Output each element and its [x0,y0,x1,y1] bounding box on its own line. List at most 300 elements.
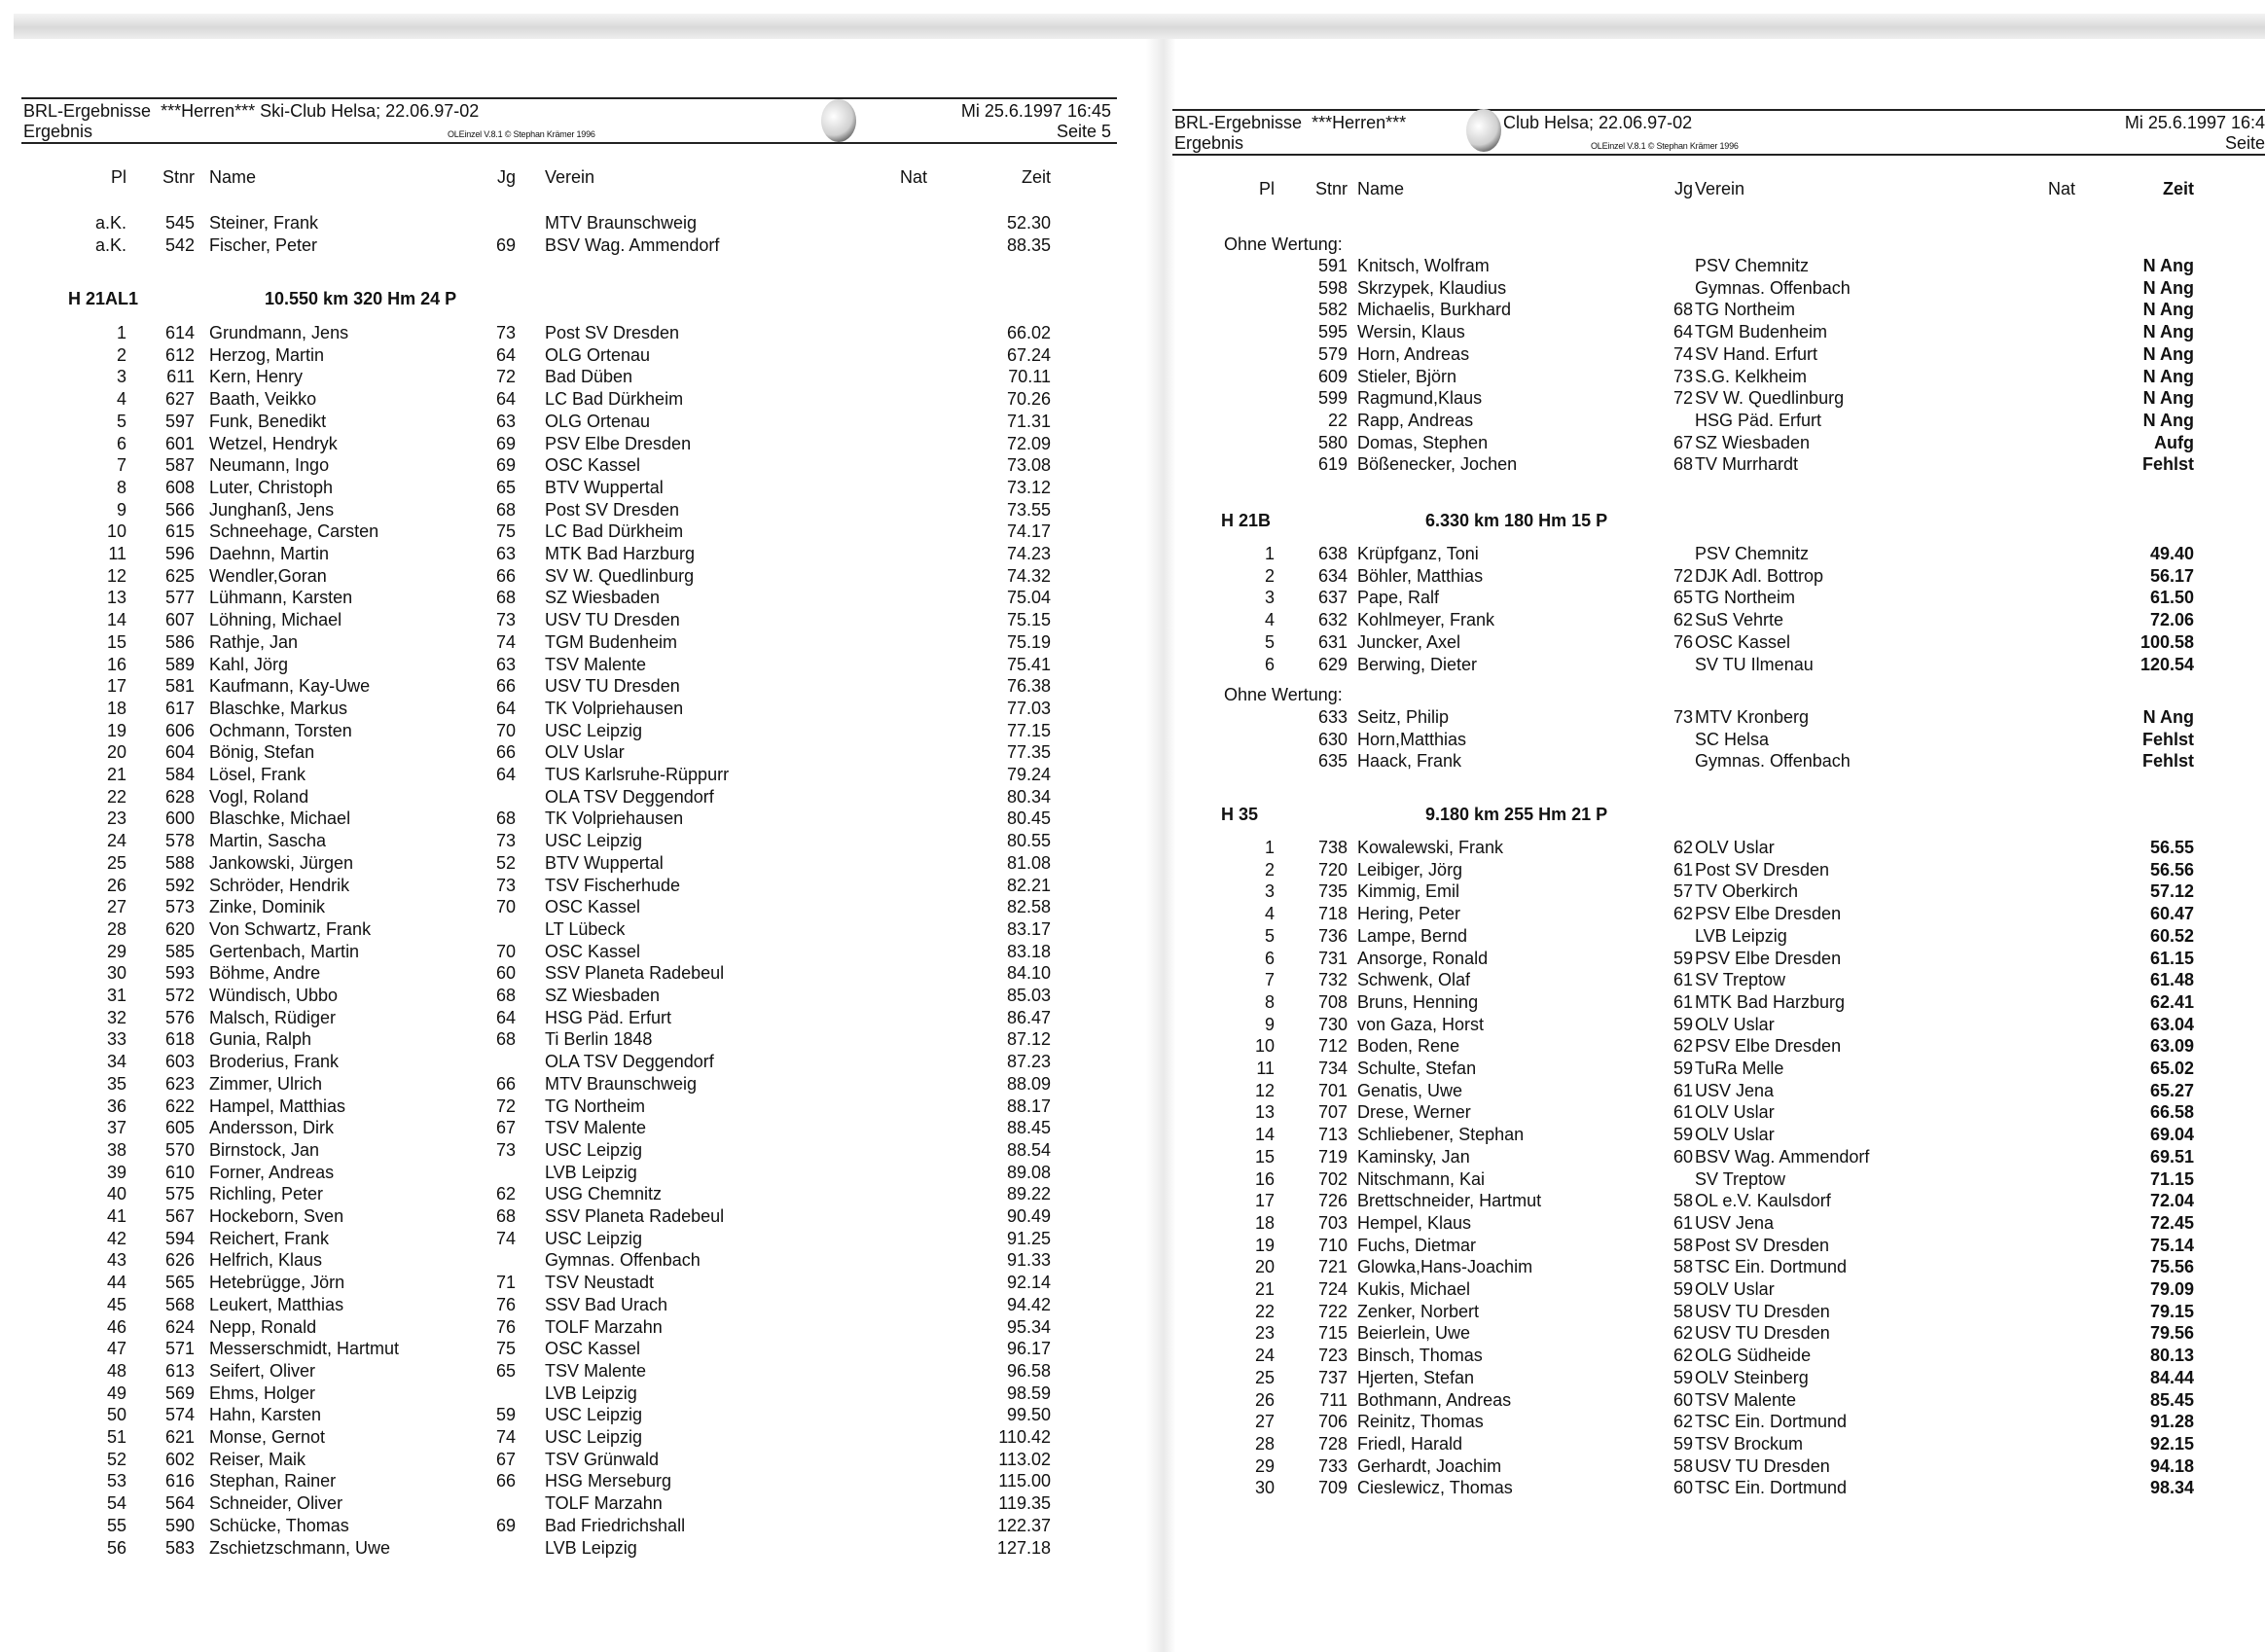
cell-verein: TG Northeim [1695,300,1796,320]
cell-jg: 76 [1672,631,1693,652]
cell-jg: 74 [1672,343,1693,364]
cell-jg: 75 [495,521,516,542]
cell-jg: 58 [1672,1191,1693,1211]
cell-verein: TV Murrhardt [1695,454,1799,475]
cell-stnr: 720 [1317,859,1348,880]
cell-verein: PSV Elbe Dresden [1695,948,1842,968]
cell-stnr: 618 [164,1029,195,1050]
cell-pl: 10 [1254,1036,1275,1057]
cell-zeit: 83.18 [1006,941,1051,961]
cell-verein: MTK Bad Harzburg [1695,991,1846,1012]
cell-zeit: 77.35 [1006,742,1051,763]
cell-verein: LVB Leipzig [545,1537,637,1558]
cell-zeit: 75.14 [2149,1235,2194,1255]
cell-stnr: 592 [164,875,195,895]
cell-stnr: 708 [1317,991,1348,1012]
cell-jg: 59 [1672,1433,1693,1454]
cell-verein: TV Oberkirch [1695,881,1799,902]
cell-verein: SV Treptow [1695,1168,1786,1189]
cell-pl: 29 [1254,1455,1275,1476]
cell-verein: MTV Braunschweig [545,213,698,233]
cell-name: Blaschke, Markus [209,698,348,718]
cell-pl: 19 [1254,1235,1275,1255]
cell-verein: SV W. Quedlinburg [1695,388,1845,409]
cell-zeit: 94.42 [1006,1294,1051,1314]
col-pl: Pl [110,167,126,187]
cell-stnr: 607 [164,610,195,630]
cell-name: von Gaza, Horst [1357,1014,1485,1034]
cell-verein: SZ Wiesbaden [1695,432,1811,452]
cell-jg: 69 [495,234,516,255]
cell-name: Schneehage, Carsten [209,521,379,542]
cell-pl: 53 [106,1471,126,1491]
cell-jg: 74 [495,1228,516,1248]
cell-verein: Gymnas. Offenbach [1695,751,1851,772]
cell-name: Schneider, Oliver [209,1493,343,1514]
cell-verein: TOLF Marzahn [545,1316,663,1337]
cell-zeit: 79.56 [2149,1323,2194,1344]
cell-stnr: 631 [1317,631,1348,652]
cell-verein: Post SV Dresden [1695,859,1830,880]
cell-pl: 27 [1254,1412,1275,1432]
cell-jg: 72 [1672,388,1693,409]
cell-pl: 49 [106,1383,126,1403]
cell-stnr: 707 [1317,1102,1348,1123]
cell-zeit: 60.47 [2149,904,2194,924]
cell-stnr: 578 [164,831,195,851]
cell-jg: 64 [495,344,516,365]
cell-name: Seifert, Oliver [209,1360,316,1381]
cell-name: Jankowski, Jürgen [209,852,354,873]
cell-jg: 73 [495,875,516,895]
cell-name: Kaufmann, Kay-Uwe [209,676,371,697]
cell-zeit: 90.49 [1006,1206,1051,1226]
cell-zeit: 71.15 [2149,1168,2194,1189]
cell-zeit: 66.58 [2149,1102,2194,1123]
cell-pl: 16 [1254,1168,1275,1189]
cell-pl: 27 [106,897,126,917]
cell-verein: OLV Uslar [1695,1279,1775,1299]
header-page-number: Seite [2224,133,2265,153]
cell-name: Broderius, Frank [209,1052,340,1072]
cell-stnr: 598 [1317,277,1348,298]
cell-verein: TG Northeim [1695,588,1796,608]
cell-stnr: 569 [164,1383,195,1403]
cell-zeit: 61.15 [2149,948,2194,968]
cell-zeit: 65.27 [2149,1080,2194,1100]
cell-name: Zenker, Norbert [1357,1301,1480,1321]
cell-name: Boden, Rene [1357,1036,1460,1057]
cell-pl: 21 [1254,1279,1275,1299]
cell-zeit: 95.34 [1006,1316,1051,1337]
cell-jg: 70 [495,720,516,740]
cell-pl: 36 [106,1095,126,1116]
cell-jg: 73 [495,831,516,851]
cell-verein: PSV Chemnitz [1695,544,1810,563]
cell-name: Drese, Werner [1357,1102,1471,1123]
cell-name: Zschietzschmann, Uwe [209,1537,391,1558]
cell-stnr: 577 [164,588,195,608]
cell-stnr: 735 [1317,881,1348,902]
cell-pl: 48 [106,1360,126,1381]
cell-pl: 26 [106,875,126,895]
cell-jg: 60 [1672,1146,1693,1167]
col-jg: Jg [496,167,516,187]
cell-stnr: 564 [164,1493,195,1514]
cell-verein: USV TU Dresden [1695,1301,1830,1321]
cell-pl: 14 [1254,1125,1275,1145]
cell-zeit: 88.54 [1006,1139,1051,1160]
section-class: H 21B [1221,511,1272,530]
cell-pl: 8 [116,477,126,497]
cell-verein: TK Volpriehausen [545,698,684,718]
cell-stnr: 610 [164,1162,195,1182]
cell-name: Reichert, Frank [209,1228,330,1248]
cell-verein: BTV Wuppertal [545,477,664,497]
cell-name: Seitz, Philip [1357,706,1450,727]
cell-zeit: 75.04 [1006,588,1051,608]
cell-pl: 4 [1264,610,1275,630]
cell-name: Horn,Matthias [1357,729,1467,749]
cell-verein: OLV Uslar [1695,1014,1775,1034]
cell-jg: 62 [1672,610,1693,630]
cell-zeit: 92.15 [2149,1433,2194,1454]
cell-jg: 68 [495,986,516,1005]
cell-pl: 50 [106,1405,126,1425]
col-zeit: Zeit [2162,179,2194,198]
cell-jg: 62 [1672,904,1693,924]
cell-verein: DJK Adl. Bottrop [1695,565,1824,586]
cell-pl: a.K. [94,234,126,255]
section-class: H 21AL1 [68,289,139,308]
cell-jg: 62 [1672,1412,1693,1432]
cell-zeit: 88.35 [1006,234,1051,255]
cell-verein: TuRa Melle [1695,1059,1784,1078]
cell-zeit: 82.21 [1006,875,1051,895]
cell-verein: SC Helsa [1695,729,1770,749]
cell-jg: 68 [495,1029,516,1050]
cell-pl: 21 [106,765,126,784]
cell-stnr: 621 [164,1427,195,1447]
cell-name: Lampe, Bernd [1357,925,1468,946]
cell-name: Junghanß, Jens [209,499,335,520]
cell-name: Horn, Andreas [1357,343,1470,364]
cell-name: Michaelis, Burkhard [1357,300,1512,320]
cell-name: Haack, Frank [1357,751,1462,772]
cell-stnr: 588 [164,852,195,873]
cell-stnr: 566 [164,499,195,520]
cell-verein: TGM Budenheim [545,631,678,652]
cell-zeit: 61.48 [2149,970,2194,990]
cell-name: Richling, Peter [209,1184,324,1204]
cell-verein: OSC Kassel [545,941,641,961]
cell-zeit: 63.09 [2149,1036,2194,1057]
cell-stnr: 620 [164,918,195,939]
cell-jg: 65 [495,1360,516,1381]
cell-pl: 2 [116,344,126,365]
cell-stnr: 581 [164,676,195,697]
cell-verein: SSV Planeta Radebeul [545,963,725,984]
cell-jg: 69 [495,1515,516,1535]
cell-zeit: N Ang [2142,277,2194,298]
cell-name: Grundmann, Jens [209,323,349,342]
cell-verein: LVB Leipzig [545,1383,637,1403]
cell-stnr: 565 [164,1273,195,1293]
cell-name: Nepp, Ronald [209,1316,317,1337]
cell-zeit: N Ang [2142,706,2194,727]
cell-zeit: 96.17 [1006,1339,1051,1359]
cell-name: Leukert, Matthias [209,1294,344,1314]
cell-verein: LC Bad Dürkheim [545,521,684,542]
cell-name: Von Schwartz, Frank [209,918,372,939]
cell-name: Knitsch, Wolfram [1357,256,1490,275]
cell-zeit: 82.58 [1006,897,1051,917]
cell-stnr: 733 [1317,1455,1348,1476]
cell-name: Kaminsky, Jan [1357,1146,1470,1167]
col-nat: Nat [900,167,928,187]
col-jg: Jg [1673,179,1693,198]
cell-zeit: 122.37 [996,1515,1051,1535]
cell-name: Berwing, Dieter [1357,654,1478,674]
cell-pl: 4 [116,389,126,410]
cell-jg: 59 [1672,1367,1693,1387]
cell-zeit: 56.55 [2149,838,2194,857]
ohne-wertung-label: Ohne Wertung: [1224,685,1343,705]
cell-pl: 15 [1254,1146,1275,1167]
page-header [1172,109,2265,156]
cell-stnr: 572 [164,986,195,1005]
cell-stnr: 724 [1317,1279,1348,1299]
cell-verein: USV TU Dresden [545,676,680,697]
cell-stnr: 730 [1317,1014,1348,1034]
cell-name: Ehms, Holger [209,1383,316,1403]
cell-name: Beierlein, Uwe [1357,1323,1471,1344]
cell-zeit: 96.58 [1006,1360,1051,1381]
cell-zeit: 91.33 [1006,1250,1051,1271]
cell-name: Fischer, Peter [209,234,318,255]
cell-name: Birnstock, Jan [209,1139,320,1160]
cell-verein: SV Hand. Erfurt [1695,343,1818,364]
cell-name: Gerhardt, Joachim [1357,1455,1502,1476]
cell-pl: 45 [106,1294,126,1314]
cell-zeit: 73.08 [1006,455,1051,476]
cell-stnr: 632 [1317,610,1348,630]
cell-zeit: 83.17 [1006,918,1051,939]
cell-verein: PSV Elbe Dresden [1695,904,1842,924]
cell-pl: 22 [1254,1301,1275,1321]
cell-zeit: 74.17 [1006,521,1051,542]
cell-jg: 52 [495,852,516,873]
cell-stnr: 635 [1317,751,1348,772]
cell-zeit: 56.56 [2149,859,2194,880]
cell-jg: 66 [495,742,516,763]
cell-stnr: 633 [1317,706,1348,727]
cell-jg: 73 [1672,366,1693,386]
cell-zeit: 70.26 [1006,389,1051,410]
cell-zeit: N Ang [2142,388,2194,409]
cell-verein: LT Lübeck [545,918,626,939]
cell-verein: OSC Kassel [545,455,641,476]
cell-pl: 2 [1264,859,1275,880]
cell-zeit: 85.45 [2149,1389,2194,1410]
cell-stnr: 719 [1317,1146,1348,1167]
cell-verein: LVB Leipzig [1695,925,1787,946]
col-stnr: Stnr [1314,179,1348,198]
cell-jg: 58 [1672,1235,1693,1255]
cell-name: Domas, Stephen [1357,432,1489,452]
cell-jg: 64 [495,698,516,718]
cell-stnr: 706 [1317,1412,1348,1432]
cell-zeit: 85.03 [1006,986,1051,1005]
cell-jg: 59 [1672,1014,1693,1034]
cell-name: Hetebrügge, Jörn [209,1273,345,1293]
cell-pl: 25 [106,852,126,873]
cell-pl: 11 [108,544,126,563]
cell-stnr: 722 [1317,1301,1348,1321]
cell-zeit: 49.40 [2149,544,2194,563]
cell-verein: BSV Wag. Ammendorf [1695,1146,1870,1167]
cell-name: Hempel, Klaus [1357,1212,1472,1233]
cell-name: Wetzel, Hendryk [209,433,338,453]
cell-name: Kahl, Jörg [209,654,289,674]
cell-name: Pape, Ralf [1357,588,1440,608]
cell-name: Ansorge, Ronald [1357,948,1489,968]
cell-pl: 17 [1254,1191,1275,1211]
cell-stnr: 590 [164,1515,195,1535]
cell-jg: 65 [495,477,516,497]
cell-name: Bruns, Henning [1357,991,1479,1012]
cell-jg: 66 [495,676,516,697]
right-page [1172,0,2265,1652]
col-name: Name [1357,179,1405,198]
cell-stnr: 589 [164,654,195,674]
cell-pl: 8 [1264,991,1275,1012]
cell-jg: 73 [495,1139,516,1160]
cell-jg: 62 [1672,1323,1693,1344]
section-info: 6.330 km 180 Hm 15 P [1425,511,1608,530]
cell-zeit: 87.23 [1006,1052,1051,1072]
cell-pl: 28 [106,918,126,939]
cell-pl: 46 [106,1316,126,1337]
cell-verein: OLV Steinberg [1695,1367,1809,1387]
cell-pl: 51 [106,1427,126,1447]
cell-zeit: 88.17 [1006,1095,1051,1116]
cell-stnr: 603 [164,1052,195,1072]
cell-stnr: 571 [164,1339,195,1359]
cell-zeit: 77.15 [1006,720,1051,740]
cell-zeit: 72.04 [2149,1191,2194,1211]
cell-verein: OSC Kassel [545,1339,641,1359]
cell-zeit: 57.12 [2149,881,2194,902]
cell-name: Bönig, Stefan [209,742,315,763]
cell-name: Schücke, Thomas [209,1515,349,1535]
cell-zeit: 88.09 [1006,1073,1051,1094]
cell-pl: 6 [116,433,126,453]
cell-verein: OSC Kassel [545,897,641,917]
cell-verein: OLG Ortenau [545,344,651,365]
cell-verein: SV W. Quedlinburg [545,565,695,586]
cell-name: Kohlmeyer, Frank [1357,610,1495,630]
cell-verein: SV TU Ilmenau [1695,654,1814,674]
ohne-wertung-label: Ohne Wertung: [1224,234,1343,254]
cell-stnr: 634 [1317,565,1348,586]
cell-name: Herzog, Martin [209,344,325,365]
cell-name: Löhning, Michael [209,610,342,630]
cell-jg: 58 [1672,1455,1693,1476]
cell-zeit: 70.11 [1008,367,1051,387]
cell-jg: 68 [495,499,516,520]
cell-verein: SV Treptow [1695,970,1786,990]
cell-jg: 58 [1672,1257,1693,1277]
cell-name: Steiner, Frank [209,213,319,233]
cell-stnr: 701 [1317,1080,1348,1100]
cell-stnr: 595 [1317,322,1348,342]
cell-pl: 26 [1254,1389,1275,1410]
cell-stnr: 587 [164,455,195,476]
cell-stnr: 623 [164,1073,195,1094]
cell-stnr: 611 [166,367,195,387]
cell-pl: 2 [1264,565,1275,586]
cell-verein: SSV Planeta Radebeul [545,1206,725,1226]
cell-verein: TSV Malente [545,1118,647,1138]
cell-stnr: 602 [164,1449,195,1469]
cell-pl: 10 [106,521,126,542]
logo-icon [821,99,856,142]
cell-zeit: 56.17 [2149,565,2194,586]
cell-name: Rathje, Jan [209,631,299,652]
cell-jg: 76 [495,1316,516,1337]
cell-name: Martin, Sascha [209,831,327,851]
cell-verein: PSV Elbe Dresden [545,433,692,453]
cell-pl: 13 [106,588,126,608]
cell-stnr: 600 [164,808,195,829]
cell-jg: 70 [495,897,516,917]
cell-jg: 61 [1672,1102,1693,1123]
cell-name: Kern, Henry [209,367,304,387]
cell-verein: Post SV Dresden [545,499,680,520]
cell-jg: 66 [495,1471,516,1491]
cell-verein: USV TU Dresden [545,610,680,630]
cell-jg: 64 [495,1007,516,1027]
cell-zeit: 81.08 [1006,852,1051,873]
cell-jg: 59 [495,1405,516,1425]
cell-zeit: 127.18 [996,1537,1051,1558]
cell-name: Fuchs, Dietmar [1357,1235,1477,1255]
cell-name: Malsch, Rüdiger [209,1007,337,1027]
cell-pl: 38 [106,1139,126,1160]
cell-jg: 76 [495,1294,516,1314]
cell-name: Glowka,Hans-Joachim [1357,1257,1533,1277]
cell-jg: 69 [495,455,516,476]
cell-jg: 61 [1672,970,1693,990]
cell-verein: LVB Leipzig [545,1162,637,1182]
cell-verein: TSV Grünwald [545,1449,660,1469]
cell-verein: Gymnas. Offenbach [1695,277,1851,298]
cell-zeit: Fehlst [2141,751,2194,772]
cell-pl: 52 [106,1449,126,1469]
cell-jg: 74 [495,1427,516,1447]
col-stnr: Stnr [162,167,195,187]
cell-jg: 59 [1672,1125,1693,1145]
cell-zeit: 75.41 [1006,654,1051,674]
cell-pl: 30 [1254,1478,1275,1498]
cell-pl: 7 [1264,970,1275,990]
cell-verein: OL e.V. Kaulsdorf [1695,1191,1831,1211]
cell-name: Funk, Benedikt [209,411,327,431]
cell-zeit: 79.15 [2149,1301,2194,1321]
cell-verein: TSC Ein. Dortmund [1695,1412,1848,1432]
cell-verein: TSV Malente [1695,1389,1797,1410]
